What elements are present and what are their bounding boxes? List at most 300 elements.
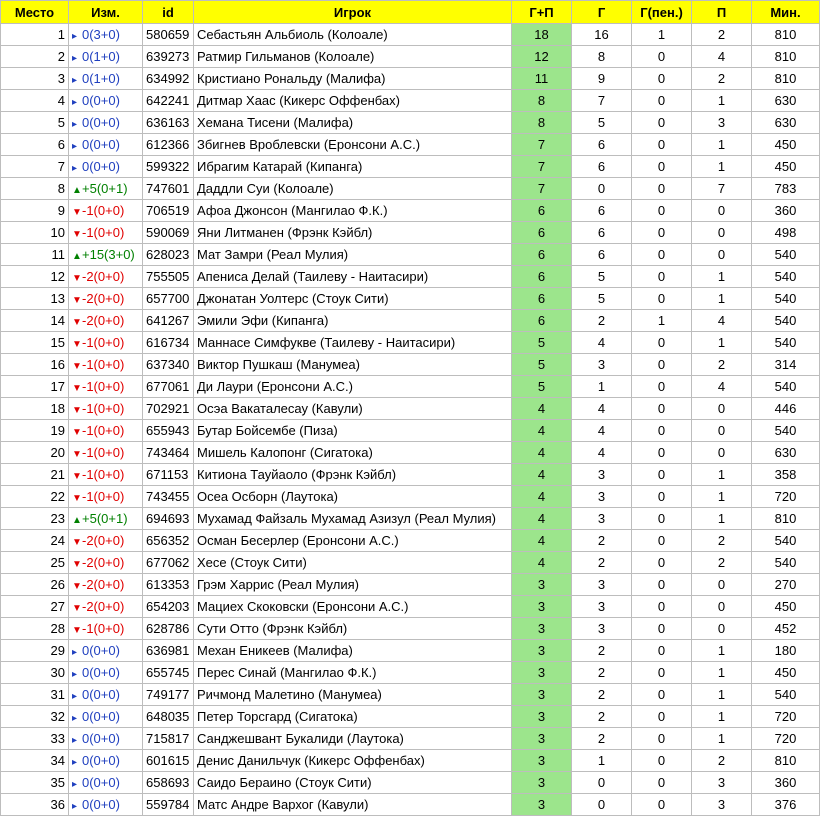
right-triangle-icon: ▸ [72,647,78,658]
table-body [1,24,820,816]
assists-cell: 2 [692,68,752,90]
table-row[interactable] [1,574,820,596]
goals-cell: 4 [572,332,632,354]
id-cell: 613353 [143,574,194,596]
assists-cell: 1 [692,728,752,750]
goals-plus-assists-cell: 7 [512,134,572,156]
minutes-cell: 810 [752,508,820,530]
down-triangle-icon: ▼ [72,537,82,548]
minutes-cell: 540 [752,310,820,332]
header-goals-plus-assists[interactable]: Г+П [512,1,572,24]
goals-plus-assists-cell: 4 [512,530,572,552]
player-name-cell: Мишель Калопонг (Сигатока) [194,442,512,464]
goals-cell: 2 [572,706,632,728]
player-name-cell: Эмили Эфи (Кипанга) [194,310,512,332]
right-triangle-icon: ▸ [72,141,78,152]
right-triangle-icon: ▸ [72,163,78,174]
id-cell: 656352 [143,530,194,552]
change-value: +5(0+1) [82,181,128,196]
minutes-cell: 360 [752,772,820,794]
table-row[interactable] [1,244,820,266]
change-cell [69,112,143,134]
penalty-goals-cell: 0 [632,772,692,794]
id-cell: 749177 [143,684,194,706]
goals-cell: 3 [572,464,632,486]
change-value: 0(1+0) [82,71,120,86]
assists-cell: 0 [692,398,752,420]
goals-plus-assists-cell: 6 [512,200,572,222]
goals-cell: 6 [572,134,632,156]
minutes-cell: 450 [752,156,820,178]
table-row[interactable] [1,222,820,244]
header-id[interactable]: id [143,1,194,24]
player-name-cell: Ди Лаури (Еронсони А.С.) [194,376,512,398]
change-cell [69,376,143,398]
change-value: 0(0+0) [82,665,120,680]
player-name-cell: Апениса Делай (Таилеву - Наитасири) [194,266,512,288]
goals-plus-assists-cell: 6 [512,310,572,332]
right-triangle-icon: ▸ [72,735,78,746]
table-row[interactable] [1,266,820,288]
assists-cell: 1 [692,662,752,684]
change-value: -1(0+0) [82,357,125,372]
change-cell [69,508,143,530]
assists-cell: 1 [692,134,752,156]
right-triangle-icon: ▸ [72,119,78,130]
table-row[interactable] [1,90,820,112]
id-cell: 694693 [143,508,194,530]
goals-cell: 7 [572,90,632,112]
table-row[interactable] [1,178,820,200]
change-value: 0(1+0) [82,49,120,64]
minutes-cell: 360 [752,200,820,222]
goals-plus-assists-cell: 3 [512,706,572,728]
table-row[interactable] [1,706,820,728]
goals-cell: 6 [572,200,632,222]
id-cell: 580659 [143,24,194,46]
table-row[interactable] [1,530,820,552]
change-cell [69,552,143,574]
down-triangle-icon: ▼ [72,361,82,372]
id-cell: 677061 [143,376,194,398]
table-row[interactable] [1,552,820,574]
goals-plus-assists-cell: 18 [512,24,572,46]
place-cell: 16 [1,354,69,376]
table-row[interactable] [1,464,820,486]
minutes-cell: 540 [752,420,820,442]
assists-cell: 0 [692,596,752,618]
minutes-cell: 540 [752,244,820,266]
goals-plus-assists-cell: 6 [512,288,572,310]
goals-plus-assists-cell: 3 [512,662,572,684]
header-minutes[interactable]: Мин. [752,1,820,24]
place-cell: 35 [1,772,69,794]
goals-plus-assists-cell: 5 [512,376,572,398]
penalty-goals-cell: 0 [632,684,692,706]
down-triangle-icon: ▼ [72,295,82,306]
change-value: -2(0+0) [82,269,125,284]
player-name-cell: Мат Замри (Реал Мулия) [194,244,512,266]
down-triangle-icon: ▼ [72,471,82,482]
place-cell: 17 [1,376,69,398]
goals-cell: 6 [572,244,632,266]
table-row[interactable] [1,684,820,706]
goals-plus-assists-cell: 4 [512,464,572,486]
place-cell: 10 [1,222,69,244]
assists-cell: 0 [692,442,752,464]
assists-cell: 3 [692,794,752,816]
minutes-cell: 540 [752,376,820,398]
id-cell: 559784 [143,794,194,816]
assists-cell: 1 [692,508,752,530]
minutes-cell: 314 [752,354,820,376]
goals-cell: 5 [572,288,632,310]
assists-cell: 1 [692,90,752,112]
right-triangle-icon: ▸ [72,53,78,64]
penalty-goals-cell: 0 [632,46,692,68]
penalty-goals-cell: 1 [632,24,692,46]
table-row[interactable] [1,332,820,354]
header-change[interactable]: Изм. [69,1,143,24]
table-row[interactable] [1,596,820,618]
penalty-goals-cell: 0 [632,112,692,134]
table-row[interactable] [1,288,820,310]
table-row[interactable] [1,68,820,90]
assists-cell: 4 [692,376,752,398]
player-name-cell: Грэм Харрис (Реал Мулия) [194,574,512,596]
table-row[interactable] [1,728,820,750]
minutes-cell: 180 [752,640,820,662]
place-cell: 8 [1,178,69,200]
change-cell [69,288,143,310]
minutes-cell: 358 [752,464,820,486]
goals-plus-assists-cell: 4 [512,442,572,464]
place-cell: 25 [1,552,69,574]
player-name-cell: Санджешвант Букалиди (Лаутока) [194,728,512,750]
table-row[interactable] [1,112,820,134]
goals-plus-assists-cell: 5 [512,332,572,354]
player-name-cell: Механ Еникеев (Малифа) [194,640,512,662]
assists-cell: 1 [692,640,752,662]
player-name-cell: Ибрагим Катарай (Кипанга) [194,156,512,178]
place-cell: 14 [1,310,69,332]
place-cell: 4 [1,90,69,112]
table-row[interactable] [1,442,820,464]
player-name-cell: Ричмонд Малетино (Манумеа) [194,684,512,706]
penalty-goals-cell: 0 [632,530,692,552]
place-cell: 29 [1,640,69,662]
goals-plus-assists-cell: 3 [512,618,572,640]
penalty-goals-cell: 0 [632,618,692,640]
change-cell [69,618,143,640]
id-cell: 706519 [143,200,194,222]
table-row[interactable] [1,794,820,816]
minutes-cell: 452 [752,618,820,640]
id-cell: 654203 [143,596,194,618]
up-triangle-icon: ▲ [72,515,82,526]
change-value: -1(0+0) [82,335,125,350]
down-triangle-icon: ▼ [72,317,82,328]
minutes-cell: 630 [752,442,820,464]
goals-cell: 2 [572,662,632,684]
place-cell: 32 [1,706,69,728]
player-name-cell: Мухамад Файзаль Мухамад Азизул (Реал Мулия) [194,508,512,530]
penalty-goals-cell: 0 [632,354,692,376]
header-place[interactable]: Место [1,1,69,24]
place-cell: 11 [1,244,69,266]
table-row[interactable] [1,156,820,178]
change-cell [69,486,143,508]
place-cell: 7 [1,156,69,178]
goals-cell: 3 [572,618,632,640]
change-value: -1(0+0) [82,401,125,416]
penalty-goals-cell: 0 [632,794,692,816]
goals-plus-assists-cell: 4 [512,552,572,574]
player-name-cell: Петер Торсгард (Сигатока) [194,706,512,728]
down-triangle-icon: ▼ [72,427,82,438]
header-penalty-goals[interactable]: Г(пен.) [632,1,692,24]
change-cell [69,420,143,442]
place-cell: 2 [1,46,69,68]
goals-plus-assists-cell: 7 [512,156,572,178]
goals-cell: 16 [572,24,632,46]
goals-cell: 6 [572,222,632,244]
goals-cell: 2 [572,728,632,750]
table-row[interactable] [1,24,820,46]
change-value: 0(0+0) [82,93,120,108]
id-cell: 628023 [143,244,194,266]
place-cell: 22 [1,486,69,508]
place-cell: 21 [1,464,69,486]
table-row[interactable] [1,200,820,222]
minutes-cell: 376 [752,794,820,816]
table-row[interactable] [1,354,820,376]
minutes-cell: 810 [752,68,820,90]
change-cell [69,728,143,750]
change-cell [69,156,143,178]
goals-cell: 6 [572,156,632,178]
id-cell: 657700 [143,288,194,310]
id-cell: 636981 [143,640,194,662]
minutes-cell: 450 [752,596,820,618]
place-cell: 12 [1,266,69,288]
penalty-goals-cell: 0 [632,178,692,200]
goals-plus-assists-cell: 11 [512,68,572,90]
assists-cell: 0 [692,618,752,640]
table-row[interactable] [1,640,820,662]
assists-cell: 1 [692,464,752,486]
player-name-cell: Мациех Скоковски (Еронсони А.С.) [194,596,512,618]
place-cell: 3 [1,68,69,90]
change-cell [69,24,143,46]
minutes-cell: 540 [752,332,820,354]
assists-cell: 7 [692,178,752,200]
goals-cell: 3 [572,574,632,596]
id-cell: 655943 [143,420,194,442]
minutes-cell: 540 [752,266,820,288]
player-name-cell: Виктор Пушкаш (Манумеа) [194,354,512,376]
player-name-cell: Хемана Тисени (Малифа) [194,112,512,134]
assists-cell: 0 [692,200,752,222]
goals-cell: 3 [572,354,632,376]
assists-cell: 2 [692,750,752,772]
minutes-cell: 720 [752,706,820,728]
change-value: 0(0+0) [82,137,120,152]
table-row[interactable] [1,46,820,68]
change-value: 0(0+0) [82,797,120,812]
assists-cell: 1 [692,332,752,354]
id-cell: 658693 [143,772,194,794]
change-cell [69,442,143,464]
down-triangle-icon: ▼ [72,603,82,614]
down-triangle-icon: ▼ [72,405,82,416]
id-cell: 634992 [143,68,194,90]
goals-cell: 4 [572,442,632,464]
change-value: +5(0+1) [82,511,128,526]
header-goals[interactable]: Г [572,1,632,24]
assists-cell: 4 [692,310,752,332]
table-row[interactable] [1,420,820,442]
table-row[interactable] [1,772,820,794]
id-cell: 715817 [143,728,194,750]
change-value: -2(0+0) [82,291,125,306]
table-row[interactable] [1,310,820,332]
goals-plus-assists-cell: 3 [512,772,572,794]
place-cell: 27 [1,596,69,618]
assists-cell: 1 [692,706,752,728]
penalty-goals-cell: 0 [632,420,692,442]
goals-plus-assists-cell: 4 [512,508,572,530]
table-row[interactable] [1,508,820,530]
penalty-goals-cell: 0 [632,552,692,574]
player-name-cell: Ратмир Гильманов (Колоале) [194,46,512,68]
assists-cell: 1 [692,288,752,310]
change-cell [69,574,143,596]
player-name-cell: Маннасе Симфукве (Таилеву - Наитасири) [194,332,512,354]
penalty-goals-cell: 0 [632,508,692,530]
penalty-goals-cell: 0 [632,640,692,662]
change-cell [69,332,143,354]
id-cell: 747601 [143,178,194,200]
up-triangle-icon: ▲ [72,251,82,262]
place-cell: 18 [1,398,69,420]
table-row[interactable] [1,662,820,684]
change-cell [69,750,143,772]
down-triangle-icon: ▼ [72,383,82,394]
table-row[interactable] [1,486,820,508]
goals-plus-assists-cell: 4 [512,486,572,508]
place-cell: 13 [1,288,69,310]
change-cell [69,90,143,112]
minutes-cell: 810 [752,46,820,68]
assists-cell: 1 [692,156,752,178]
goals-plus-assists-cell: 3 [512,684,572,706]
place-cell: 6 [1,134,69,156]
goals-plus-assists-cell: 3 [512,574,572,596]
header-assists[interactable]: П [692,1,752,24]
table-row[interactable] [1,134,820,156]
change-value: 0(0+0) [82,159,120,174]
right-triangle-icon: ▸ [72,779,78,790]
minutes-cell: 630 [752,112,820,134]
change-cell [69,640,143,662]
goals-plus-assists-cell: 3 [512,640,572,662]
assists-cell: 0 [692,244,752,266]
penalty-goals-cell: 0 [632,398,692,420]
minutes-cell: 540 [752,530,820,552]
change-cell [69,354,143,376]
change-value: -2(0+0) [82,577,125,592]
id-cell: 743464 [143,442,194,464]
penalty-goals-cell: 0 [632,332,692,354]
player-name-cell: Хесе (Стоук Сити) [194,552,512,574]
minutes-cell: 446 [752,398,820,420]
change-cell [69,46,143,68]
assists-cell: 1 [692,266,752,288]
change-value: -2(0+0) [82,533,125,548]
id-cell: 671153 [143,464,194,486]
player-name-cell: Осэа Вакаталесау (Кавули) [194,398,512,420]
minutes-cell: 630 [752,90,820,112]
player-name-cell: Денис Данильчук (Кикерс Оффенбах) [194,750,512,772]
down-triangle-icon: ▼ [72,493,82,504]
place-cell: 24 [1,530,69,552]
down-triangle-icon: ▼ [72,625,82,636]
player-name-cell: Кристиано Рональду (Малифа) [194,68,512,90]
right-triangle-icon: ▸ [72,31,78,42]
change-value: -2(0+0) [82,555,125,570]
penalty-goals-cell: 0 [632,596,692,618]
place-cell: 34 [1,750,69,772]
change-cell [69,530,143,552]
place-cell: 33 [1,728,69,750]
down-triangle-icon: ▼ [72,339,82,350]
goals-plus-assists-cell: 6 [512,266,572,288]
right-triangle-icon: ▸ [72,713,78,724]
table-row[interactable] [1,750,820,772]
minutes-cell: 540 [752,552,820,574]
goals-cell: 3 [572,486,632,508]
change-cell [69,596,143,618]
goals-cell: 1 [572,376,632,398]
place-cell: 23 [1,508,69,530]
change-value: -1(0+0) [82,445,125,460]
id-cell: 601615 [143,750,194,772]
penalty-goals-cell: 0 [632,486,692,508]
assists-cell: 0 [692,574,752,596]
change-value: 0(0+0) [82,709,120,724]
goals-cell: 4 [572,398,632,420]
change-value: 0(0+0) [82,643,120,658]
penalty-goals-cell: 0 [632,376,692,398]
table-row[interactable] [1,398,820,420]
table-row[interactable] [1,376,820,398]
minutes-cell: 810 [752,24,820,46]
player-name-cell: Яни Литманен (Фрэнк Кэйбл) [194,222,512,244]
header-player[interactable]: Игрок [194,1,512,24]
penalty-goals-cell: 0 [632,266,692,288]
penalty-goals-cell: 0 [632,442,692,464]
change-value: -1(0+0) [82,225,125,240]
id-cell: 637340 [143,354,194,376]
minutes-cell: 720 [752,486,820,508]
goals-plus-assists-cell: 3 [512,750,572,772]
change-cell [69,68,143,90]
change-cell [69,178,143,200]
goals-cell: 2 [572,310,632,332]
table-row[interactable] [1,618,820,640]
penalty-goals-cell: 0 [632,706,692,728]
